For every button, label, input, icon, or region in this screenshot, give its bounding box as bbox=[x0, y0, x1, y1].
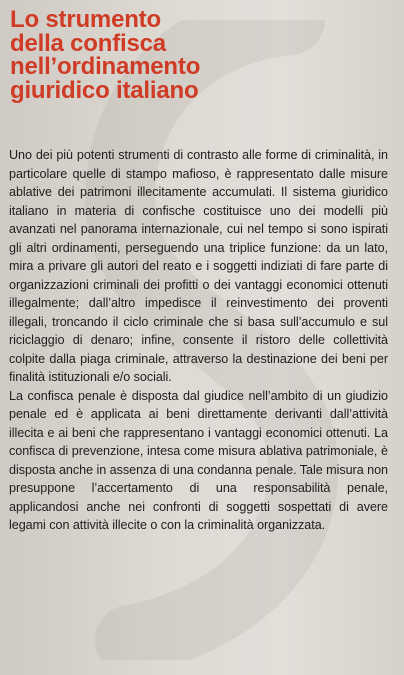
title-line: Lo strumento bbox=[10, 6, 161, 33]
paragraph-intro: Uno dei più potenti strumenti di contrasto alle forme di criminalità, in particolare quelle di stampo mafioso, è rappresentato dalle misure ablative dei patrimoni illecitamente accumulati. Il sistema giuridico italiano in materia di confische costituisce uno dei modelli più avanzati nel panorama internazionale, cui nel tempo si sono ispirati gli altri ordinamenti, perseguendo una triplice funzione: da un lato, mira a privare gli autori del reato e i soggetti indiziati di fare parte di organizzazioni criminali dei profitti o dei vantaggi economici ottenuti illegalmente; dall’altro impedisce il reinvestimento dei proventi illegali, troncando il ciclo criminale che si basa sull’accumulo e sul riciclaggio di denaro; infine, consente il ristoro delle collettività colpite dalla piaga criminale, attraverso la destinazione dei beni per finalità istituzionali e/o sociali. bbox=[9, 148, 388, 384]
page-title bbox=[10, 8, 390, 102]
title-line: nell’ordinamento bbox=[10, 53, 201, 80]
title-line: giuridico italiano bbox=[10, 76, 199, 104]
body-text bbox=[9, 146, 388, 535]
paragraph-confisca-types: La confisca penale è disposta dal giudice nell’ambito di un giudizio penale ed è applicata ai beni direttamente derivanti dall’attività illecita e ai beni che rappresentano i vantaggi economici ottenuti. La confisca di prevenzione, intesa come misura ablativa patrimoniale, è disposta anche in assenza di una condanna penale. Tale misura non presuppone l’accertamento di una responsabilità penale, applicandosi anche nei confronti di soggetti sospettati di avere legami con attività illecite o con la criminalità organizzata. bbox=[9, 388, 388, 532]
title-line: della confisca bbox=[10, 29, 166, 57]
